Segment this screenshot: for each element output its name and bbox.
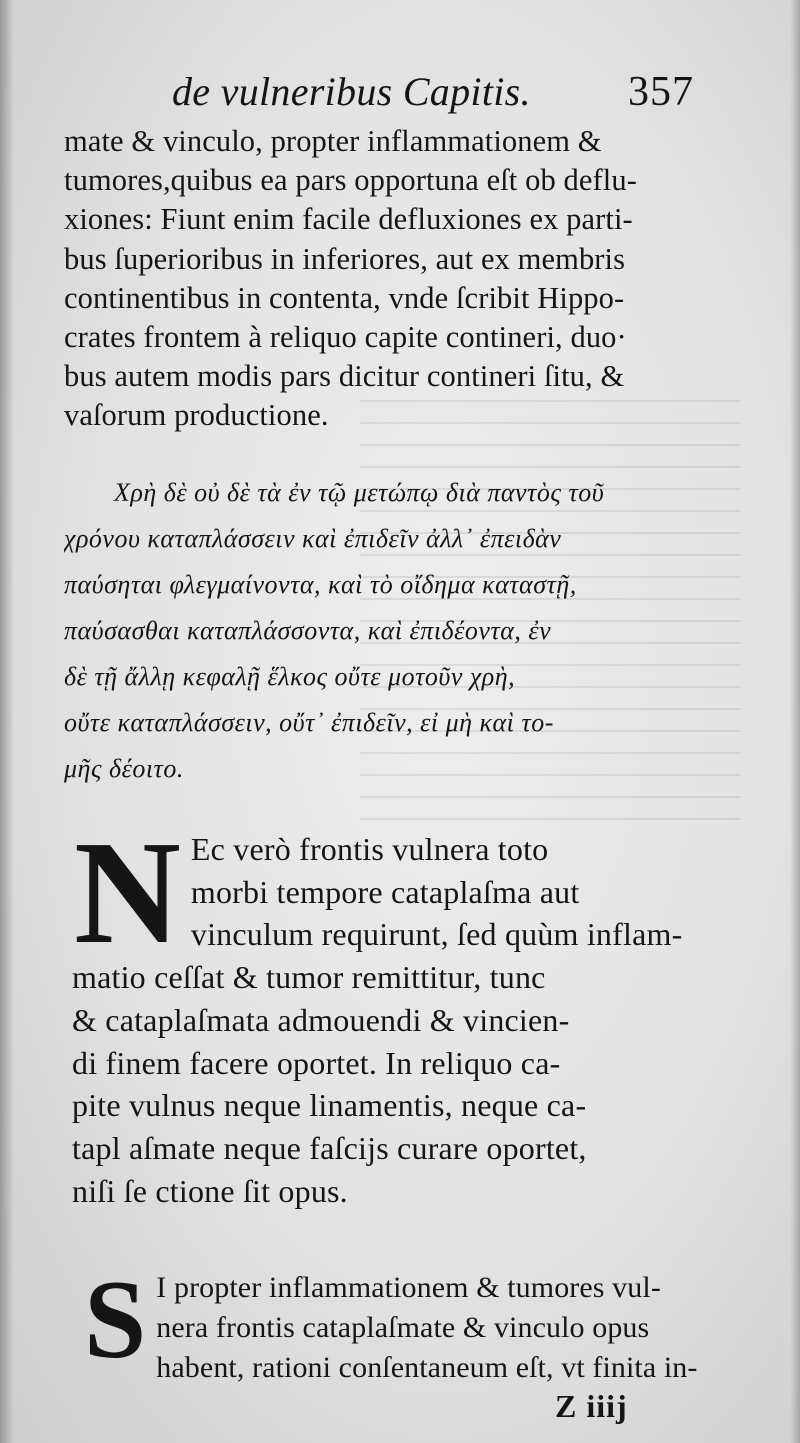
text-line: xiones: Fiunt enim facile defluxiones ex parti-	[64, 202, 633, 237]
paragraph-3	[84, 1258, 744, 1388]
text-line: crates frontem à reliquo capite contineri, duo·	[64, 320, 627, 355]
paragraph-2	[72, 811, 732, 1212]
text-line: tumores,quibus ea pars opportuna eſt ob deflu-	[64, 163, 637, 198]
text-line: di finem facere oportet. In reliquo ca-	[72, 1044, 561, 1081]
greek-line: παύσηται φλεγμαίνοντα, καὶ τὸ οἴδημα καταστῇ,	[64, 570, 577, 599]
text-line: I propter inflammationem & tumores vul-	[156, 1271, 661, 1304]
page-shadow-left	[0, 0, 14, 1443]
signature-mark: Z iiij	[555, 1388, 628, 1424]
text-line: continentibus in contenta, vnde ſcribit Hippo-	[64, 280, 625, 315]
text-line: & cataplaſmata admouendi & vincien-	[72, 1001, 570, 1038]
drop-cap: N	[74, 811, 181, 975]
paragraph-1	[64, 122, 716, 436]
page-header	[0, 68, 800, 118]
text-line: niſi ſe ctione ſit opus.	[72, 1172, 348, 1209]
text-line: habent, rationi conſentaneum eſt, vt finita in-	[156, 1351, 698, 1384]
text-line: mate & vinculo, propter inflammationem &	[64, 124, 602, 158]
text-line: matio ceſſat & tumor remittitur, tunc	[72, 959, 546, 996]
text-line: bus autem modis pars dicitur contineri ſitu, &	[64, 359, 625, 394]
page-shadow-right	[790, 0, 800, 1443]
running-head: de vulneribus Capitis.	[172, 69, 531, 114]
greek-line: οὔτε καταπλάσσειν, οὔτ᾽ ἐπιδεῖν, εἰ μὴ καὶ το-	[64, 708, 554, 737]
greek-line: παύσασθαι καταπλάσσοντα, καὶ ἐπιδέοντα, ἐν	[64, 616, 552, 645]
text-line: vinculum requirunt, ſed quùm inflam-	[190, 916, 683, 953]
text-line: pite vulnus neque linamentis, neque ca-	[72, 1087, 587, 1124]
greek-line: μῆς δέοιτο.	[64, 754, 184, 783]
text-line: morbi tempore cataplaſma aut	[190, 873, 580, 910]
greek-line: Χρὴ δὲ οὐ δὲ τὰ ἐν τῷ μετώπῳ διὰ παντὸς τοῦ	[114, 478, 605, 507]
text-line: bus ſuperioribus in inferiores, aut ex membris	[64, 241, 626, 276]
text-line: nera frontis cataplaſmate & vinculo opus	[156, 1311, 650, 1344]
text-line: tapl aſmate neque faſcijs curare oportet,	[72, 1129, 587, 1166]
greek-line: χρόνου καταπλάσσειν καὶ ἐπιδεῖν ἀλλ᾽ ἐπειδὰν	[64, 524, 562, 553]
drop-cap: S	[84, 1258, 147, 1382]
page-number: 357	[628, 69, 694, 115]
text-line: vaſorum productione.	[64, 398, 329, 433]
greek-quotation	[64, 470, 724, 792]
text-line: Ec verò frontis vulnera toto	[190, 831, 549, 867]
greek-line: δὲ τῇ ἄλλῃ κεφαλῇ ἕλκος οὔτε μοτοῦν χρὴ,	[64, 662, 516, 691]
